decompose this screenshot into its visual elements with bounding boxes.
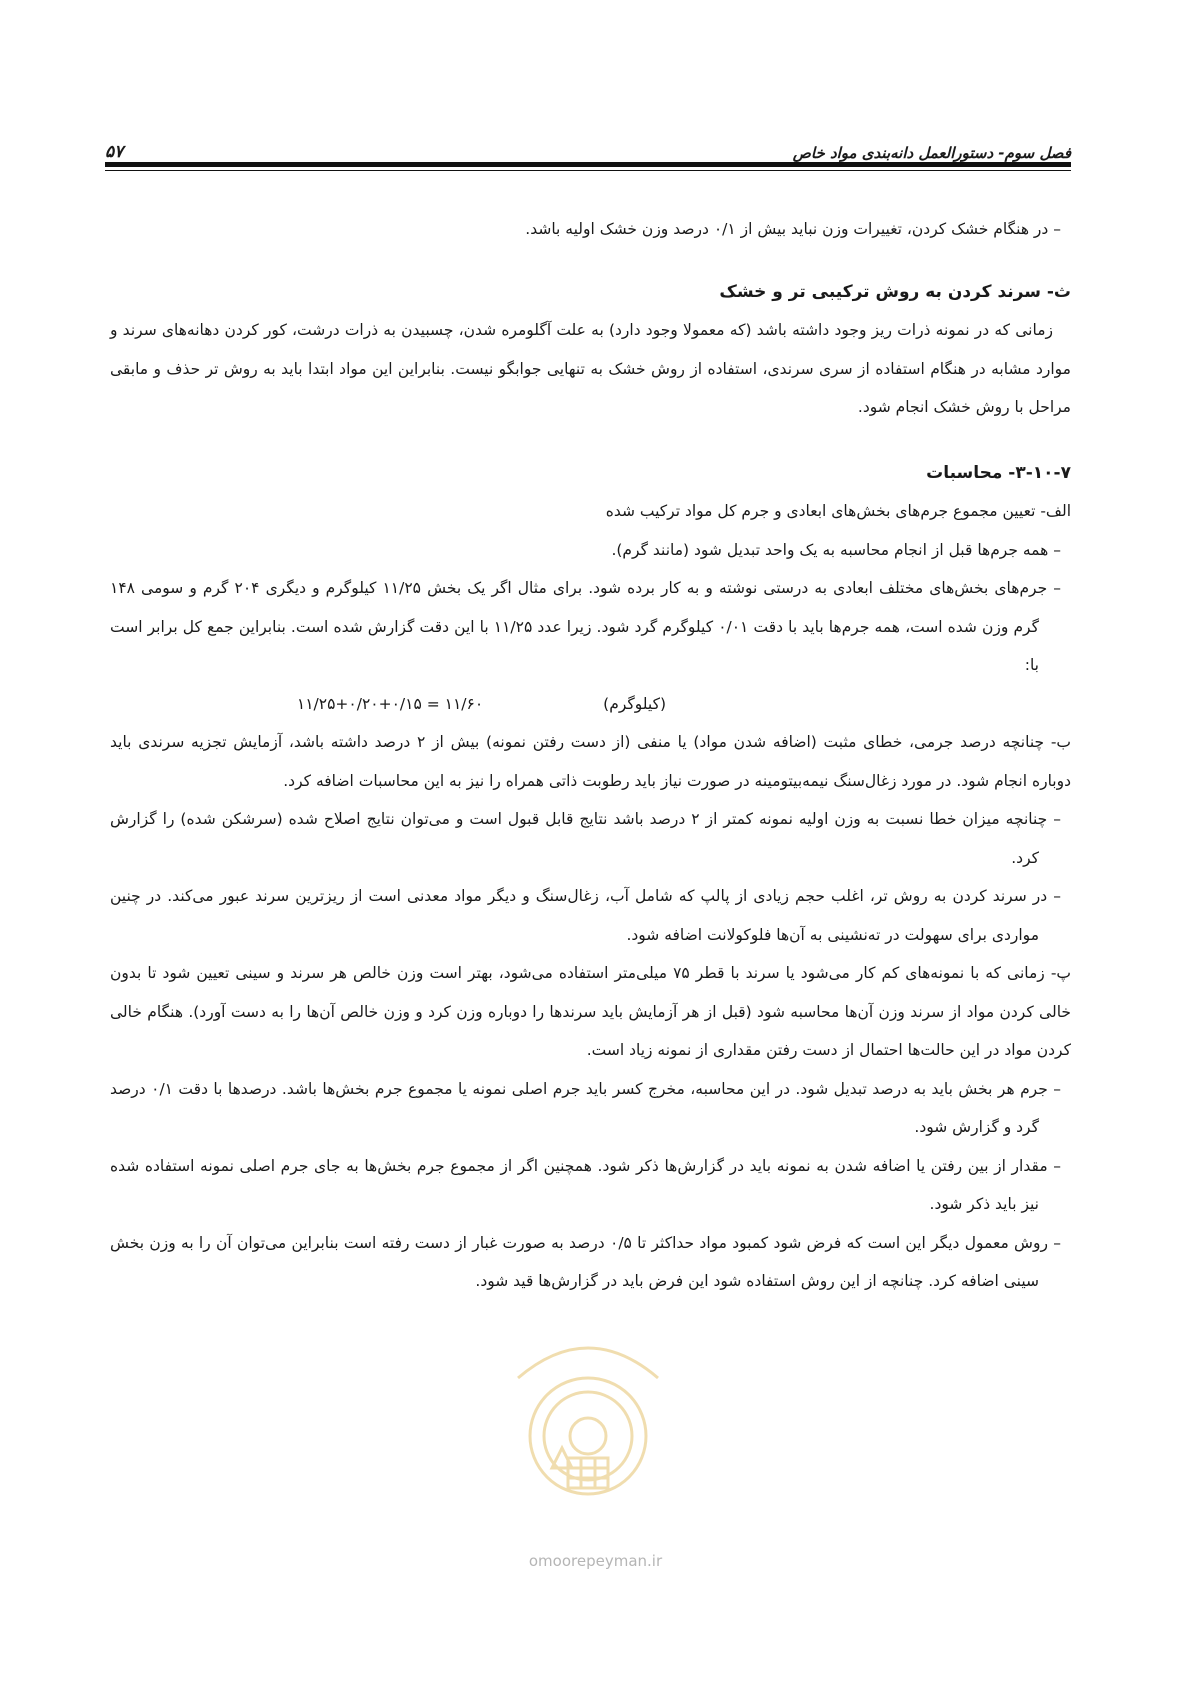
paragraph-wet-dry: زمانی که در نمونه ذرات ریز وجود داشته باشد (که معمولا وجود دارد) به علت آگلومره شدن، چسبیدن به ذرات درشت، کور کردن دهانه‌های سرند و موارد مشابه در هنگام استفاده از سری سرندی، استفاده از روش خشک به تنهایی جوابگو نیست. بنابراین این مواد ابتدا باید به روش تر حذف و مابقی مراحل با روش خشک انجام شود. bbox=[110, 321, 1071, 416]
paragraph-drying-note: – در هنگام خشک کردن، تغییرات وزن نباید بیش از ۰/۱ درصد وزن خشک اولیه باشد. bbox=[525, 220, 1061, 238]
section-heading-wet-dry: ث- سرند کردن به روش ترکیبی تر و خشک bbox=[719, 281, 1071, 302]
formula-expression: ۱۱/۲۵+۰/۲۰+۰/۱۵ = ۱۱/۶۰ bbox=[296, 694, 484, 713]
paragraph-pe: پ- زمانی که با نمونه‌های کم کار می‌شود یا سرند با قطر ۷۵ میلی‌متر استفاده می‌شود، بهتر است وزن خالص هر سرند و سینی تعیین شود تا بدون خالی کردن مواد از سرند وزن آن‌ها محاسبه شود (قبل از هر آزمایش باید سرندها را دوباره وزن کرد و وزن خالص آن‌ها را به دست آورد). هنگام خالی کردن مواد در این حالت‌ها احتمال از دست رفتن مقداری از نمونه زیاد است. bbox=[110, 964, 1072, 1059]
paragraph-be: ب- چنانچه درصد جرمی، خطای مثبت (اضافه شدن مواد) یا منفی (از دست رفتن نمونه) بیش از ۲ درصد داشته باشد، آزمایش تجزیه سرندی باید دوباره انجام شود. در مورد زغال‌سنگ نیمه‌بیتومینه در صورت نیاز باید رطوبت ذاتی همراه را نیز به این محاسبات اضافه کرد. bbox=[110, 733, 1071, 790]
chapter-title: فصل سوم- دستورالعمل دانه‌بندی مواد خاص bbox=[792, 144, 1071, 162]
bullet-loss-report: – مقدار از بین رفتن یا اضافه شدن به نمونه باید در گزارش‌ها ذکر شود. همچنین اگر از مجموع جرم بخش‌ها به جای جرم اصلی نمونه استفاده شده نیز باید ذکر شود. bbox=[110, 1156, 1061, 1213]
bullet-percent: – جرم هر بخش باید به درصد تبدیل شود. در این محاسبه، مخرج کسر باید جرم اصلی نمونه یا مجموع جرم بخش‌ها باشد. درصدها با دقت ۰/۱ درصد گرد و گزارش شود. bbox=[110, 1079, 1061, 1136]
bullet-error: – چنانچه میزان خطا نسبت به وزن اولیه نمونه کمتر از ۲ درصد باشد نتایج قابل قبول است و می‌توان نتایج اصلاح شده (سرشکن شده) را گزارش کرد. bbox=[110, 810, 1061, 867]
paragraph-alef: الف- تعیین مجموع جرم‌های بخش‌های ابعادی و جرم کل مواد ترکیب شده bbox=[605, 502, 1071, 520]
bullet-dust-loss: – روش معمول دیگر این است که فرض شود کمبود مواد حداکثر تا ۰/۵ درصد به صورت غبار از دست رفته است بنابراین می‌توان آن را به وزن بخش سینی اضافه کرد. چنانچه از این روش استفاده شود این فرض باید در گزارش‌ها قید شود. bbox=[110, 1233, 1061, 1290]
bullet-units: – همه جرم‌ها قبل از انجام محاسبه به یک واحد تبدیل شود (مانند گرم). bbox=[611, 540, 1061, 559]
bullet-masses: – جرم‌های بخش‌های مختلف ابعادی به درستی نوشته و به کار برده شود. برای مثال اگر یک بخش ۱۱/۲۵ کیلوگرم و دیگری ۲۰۴ گرم و سومی ۱۴۸ گرم وزن شده است، همه جرم‌ها باید با دقت ۰/۰۱ کیلوگرم گرد شود. زیرا عدد ۱۱/۲۵ با این دقت گزارش شده است. بنابراین جمع کل برابر است با: bbox=[110, 579, 1062, 674]
bullet-wet-screening: – در سرند کردن به روش تر، اغلب حجم زیادی از پالپ که شامل آب، زغال‌سنگ و دیگر مواد معدنی است از ریزترین سرند عبور می‌کند. در چنین مواردی برای سهولت در ته‌نشینی به آن‌ها فلوکولانت اضافه شود. bbox=[110, 887, 1061, 944]
body-text bbox=[110, 210, 1071, 1301]
formula-unit: (کیلوگرم) bbox=[603, 694, 666, 713]
page-number: ۵۷ bbox=[105, 142, 124, 162]
header-rule-thin bbox=[105, 170, 1071, 171]
watermark-seal-icon bbox=[488, 1318, 688, 1508]
header-rule-thick bbox=[105, 162, 1071, 167]
section-heading-calculations: ۳-۱۰-۷- محاسبات bbox=[926, 462, 1071, 483]
watermark-site: omoorepeyman.ir bbox=[528, 1552, 663, 1570]
formula-line bbox=[110, 685, 1071, 724]
running-header bbox=[105, 128, 1071, 162]
